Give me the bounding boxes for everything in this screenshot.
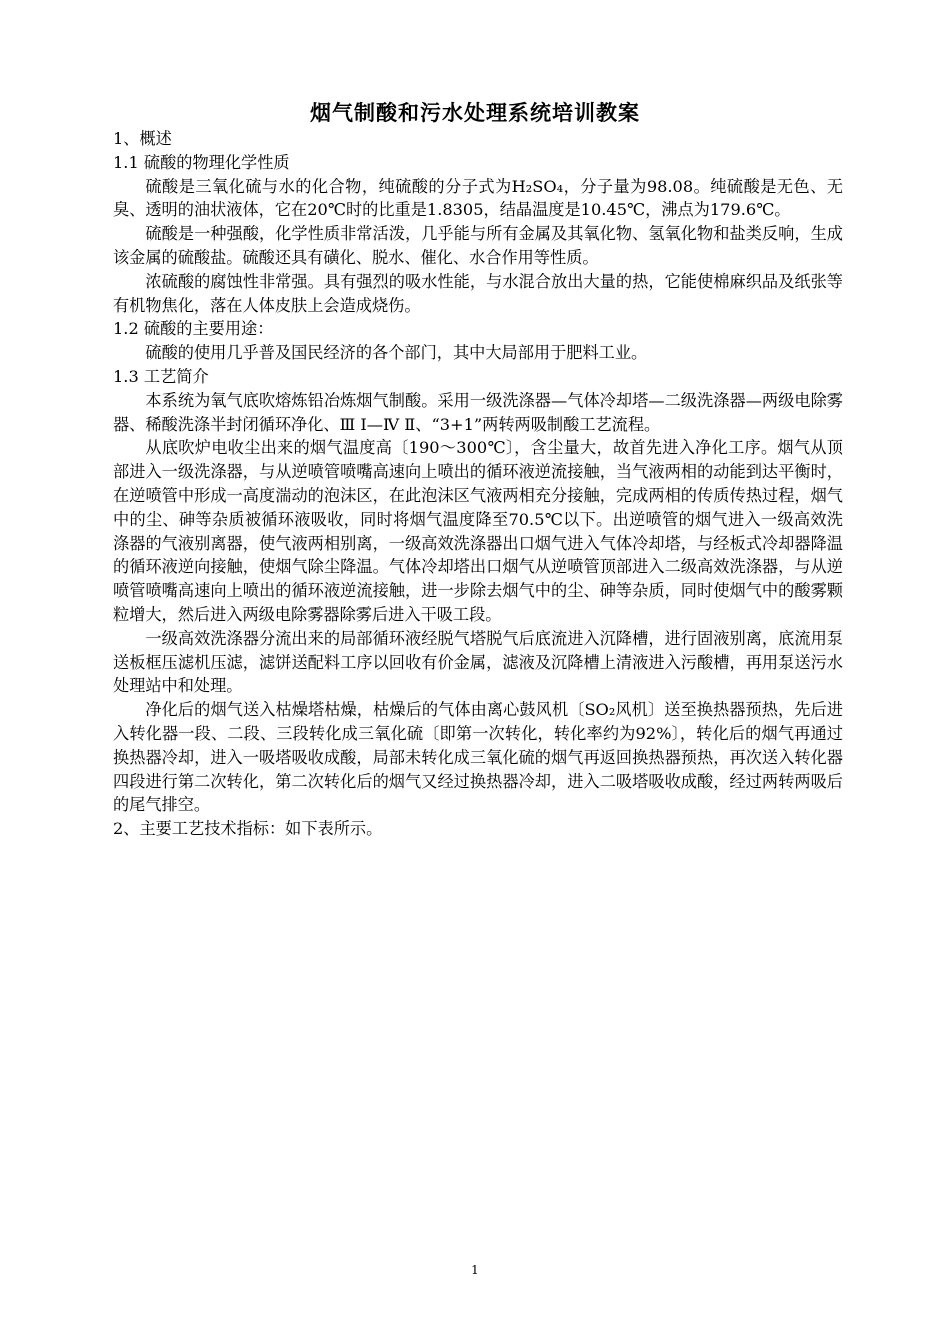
paragraph-corrosivity: 浓硫酸的腐蚀性非常强。具有强烈的吸水性能，与水混合放出大量的热，它能使棉麻织品及纸张等有机物焦化，落在人体皮肤上会造成烧伤。 [113, 271, 843, 315]
subsection-heading-uses: 1.2 硫酸的主要用途： [113, 319, 274, 339]
paragraph-uses: 硫酸的使用几乎普及国民经济的各个部门，其中大局部用于肥料工业。 [145, 343, 648, 363]
paragraph-conversion: 净化后的烟气送入枯燥塔枯燥，枯燥后的气体由离心鼓风机〔SO₂风机〕送至换热器预热，先后进入转化器一段、二段、三段转化成三氧化硫〔即第一次转化，转化率约为92%〕，转化后的烟气再通过换热器冷却，进入一吸塔吸收成酸，局部未转化成三氧化硫的烟气再返回换热器预热，再次送入转化器四段进行第二次转化，第二次转化后的烟气又经过换热器冷却，进入二吸塔吸收成酸，经过两转两吸后的尾气排空。 [113, 700, 843, 815]
page-number: 1 [471, 1263, 479, 1277]
paragraph-purification: 从底吹炉电收尘出来的烟气温度高〔190～300℃〕，含尘量大，故首先进入净化工序。烟气从顶部进入一级洗涤器，与从逆喷管喷嘴高速向上喷出的循环液逆流接触，当气液两相的动能到达平衡时，在逆喷管中形成一高度湍动的泡沫区，在此泡沫区气液两相充分接触，完成两相的传质传热过程，烟气中的尘、砷等杂质被循环液吸收，同时将烟气温度降至70.5℃以下。出逆喷管的烟气进入一级高效洗涤器的气液别离器，使气液两相别离，一级高效洗涤器出口烟气进入气体冷却塔，与经板式冷却器降温的循环液逆向接触，使烟气除尘降温。气体冷却塔出口烟气从逆喷管顶部进入二级高效洗涤器，与从逆喷管喷嘴高速向上喷出的循环液逆流接触，进一步除去烟气中的尘、砷等杂质，同时使烟气中的酸雾颗粒增大，然后进入两级电除雾器除雾后进入干吸工段。 [113, 438, 843, 624]
paragraph-strong-acid: 硫酸是一种强酸，化学性质非常活泼，几乎能与所有金属及其氧化物、氢氧化物和盐类反响，生成该金属的硫酸盐。硫酸还具有磺化、脱水、催化、水合作用等性质。 [113, 224, 843, 267]
subsection-heading-properties: 1.1 硫酸的物理化学性质 [113, 152, 290, 172]
paragraph-formula: 硫酸是三氧化硫与水的化合物，纯硫酸的分子式为H₂SO₄，分子量为98.08。纯硫酸是无色、无臭、透明的油状液体，它在20℃时的比重是1.8305，结晶温度是10.45℃，沸点为179.6℃。 [113, 176, 843, 220]
section-heading-overview: 1、概述 [113, 129, 172, 148]
paragraph-process-intro: 本系统为氧气底吹熔炼铅冶炼烟气制酸。采用一级洗涤器—气体冷却塔—二级洗涤器—两级电除雾器、稀酸洗涤半封闭循环净化、Ⅲ Ⅰ—Ⅳ Ⅱ、“3+1”两转两吸制酸工艺流程。 [113, 390, 843, 434]
section-heading-indicators: 2、主要工艺技术指标：如下表所示。 [113, 819, 383, 839]
document-body [113, 127, 843, 841]
subsection-heading-process: 1.3 工艺简介 [113, 366, 209, 386]
paragraph-circulation: 一级高效洗涤器分流出来的局部循环液经脱气塔脱气后底流进入沉降槽，进行固液别离，底流用泵送板框压滤机压滤，滤饼送配料工序以回收有价金属，滤液及沉降槽上清液进入污酸槽，再用泵送污水处理站中和处理。 [113, 628, 843, 696]
document-title: 烟气制酸和污水处理系统培训教案 [310, 100, 640, 125]
